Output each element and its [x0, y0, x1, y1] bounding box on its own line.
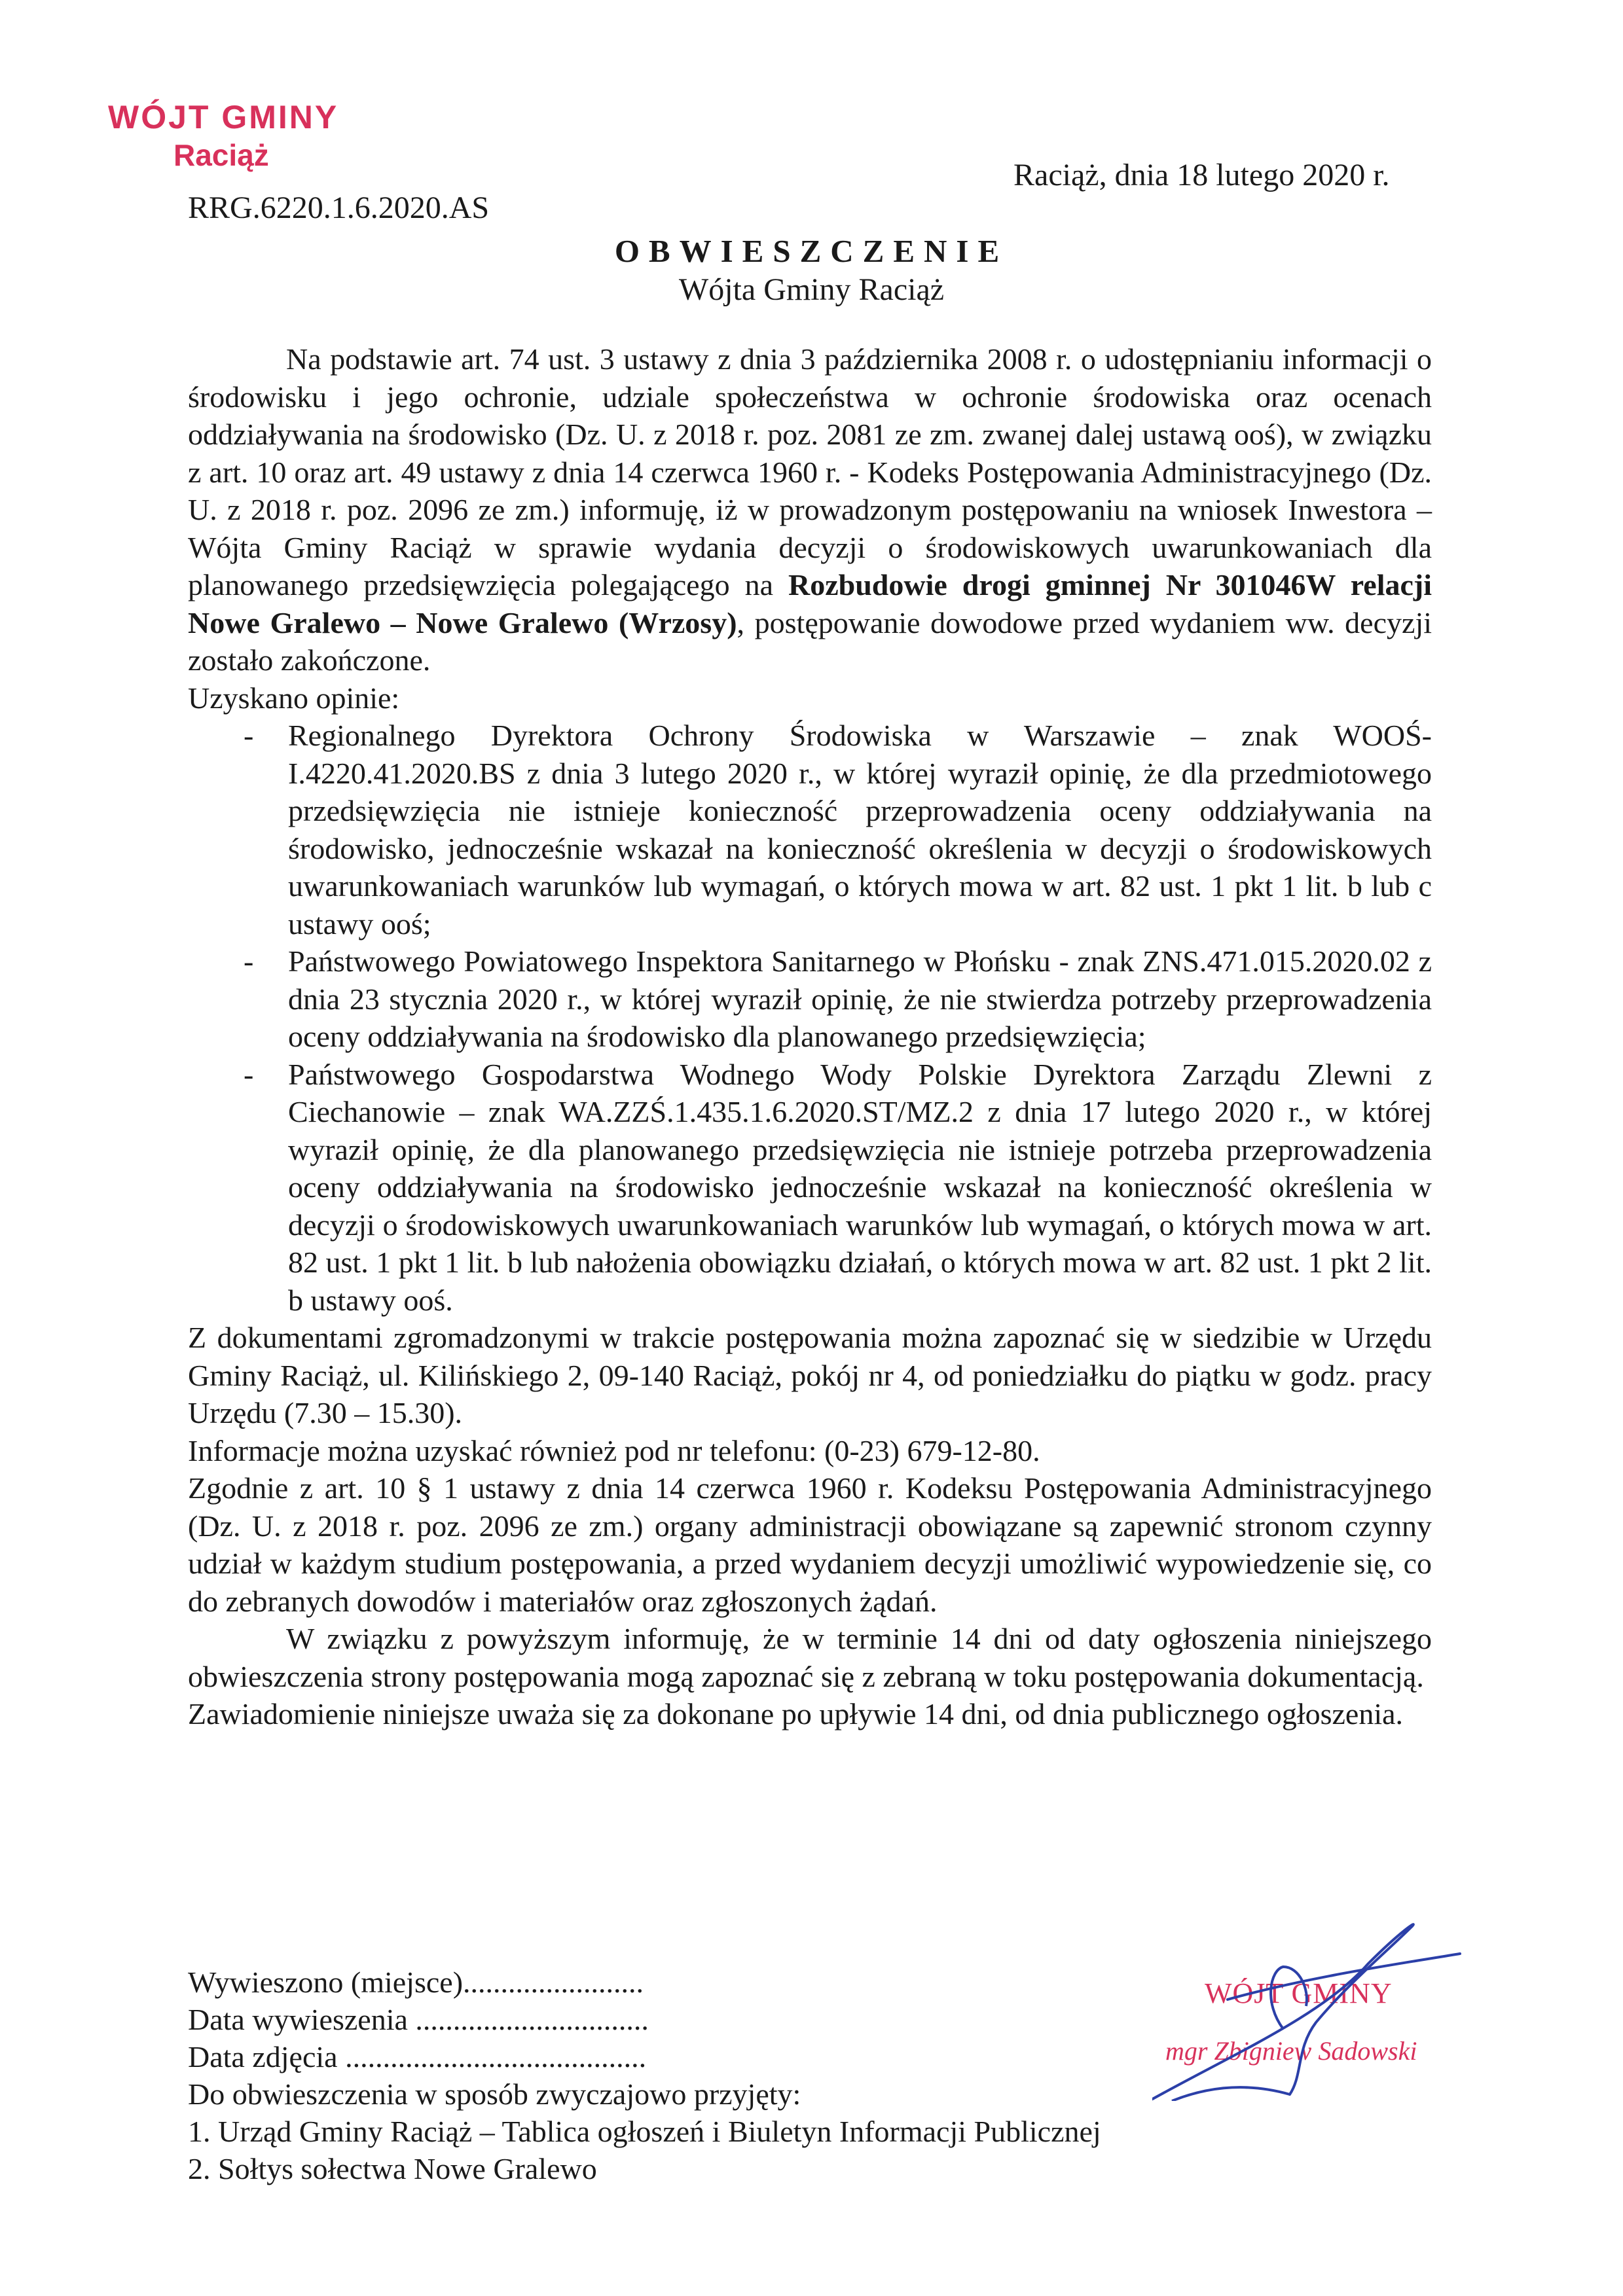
document-subtitle: Wójta Gminy Raciąż [678, 272, 945, 307]
opinion-text: Państwowego Powiatowego Inspektora Sanitarnego w Płońsku - znak ZNS.471.015.2020.02 z dnia 23 stycznia 2020 r., w której wyraził opinię, że nie stwierdza potrzeby przeprowadzenia oceny oddziaływania na środowisko dla planowanego przedsięwzięcia; [288, 944, 1432, 1053]
legal-paragraph: Zgodnie z art. 10 § 1 ustawy z dnia 14 czerwca 1960 r. Kodeksu Postępowania Administracyjnego (Dz. U. z 2018 r. poz. 2096 ze zm.) organy administracji obowiązane są zapewnić stronom czynny udział w każdym studium postępowania, a przed wydaniem decyzji umożliwić wypowiedzenie się, co do zebranych dowodów i materiałów oraz zgłoszonych żądań. [188, 1471, 1432, 1618]
stamp-place: Raciąż [173, 138, 269, 172]
removed-date-field: Data zdjęcia ........................................ [188, 2040, 647, 2073]
distribution-item: 1. Urząd Gminy Raciąż – Tablica ogłoszeń i Biuletyn Informacji Publicznej [188, 2115, 1101, 2148]
document-title: OBWIESZCZENIE [614, 233, 1009, 269]
posting-footer [188, 1964, 1101, 2187]
document-body [188, 340, 1432, 1733]
opinions-list [188, 717, 1432, 1319]
posted-place-field: Wywieszono (miejsce)........................ [188, 1965, 644, 1999]
intro-text-end: , postępowanie dowodowe przed wydaniem ww. decyzji zostało zakończone. [188, 605, 1432, 677]
handwritten-signature-icon [1152, 1892, 1493, 2101]
signature-stamp-name: mgr Zbigniew Sadowski [1165, 2036, 1417, 2066]
bullet-dash: - [244, 719, 254, 752]
opinions-heading: Uzyskano opinie: [188, 681, 400, 715]
opinion-item [188, 717, 1432, 942]
bullet-dash: - [244, 1057, 254, 1091]
project-name: Rozbudowie drogi gminnej Nr 301046W relacji Nowe Gralewo – Nowe Gralewo (Wrzosy) [188, 568, 1432, 639]
phone-paragraph: Informacje można uzyskać również pod nr telefonu: (0-23) 679-12-80. [188, 1433, 1040, 1467]
signature-stamp-title: WÓJT GMINY [1205, 1977, 1393, 2009]
intro-paragraph [188, 340, 1432, 679]
bullet-dash: - [244, 944, 254, 978]
documents-paragraph: Z dokumentami zgromadzonymi w trakcie postępowania można zapoznać się w siedzibie w Urzędu Gminy Raciąż, ul. Kilińskiego 2, 09-140 Raciąż, pokój nr 4, od poniedziałku do piątku w godz. pracy Urzędu (7.30 – 15.30). [188, 1321, 1432, 1429]
posted-date-field: Data wywieszenia ............................... [188, 2003, 649, 2036]
signature-block [1152, 1892, 1493, 2101]
distribution-heading: Do obwieszczenia w sposób zwyczajowo przyjęty: [188, 2077, 801, 2111]
opinion-item [188, 1056, 1432, 1319]
opinion-item [188, 942, 1432, 1056]
reference-number: RRG.6220.1.6.2020.AS [188, 190, 490, 225]
opinion-text: Państwowego Gospodarstwa Wodnego Wody Polskie Dyrektora Zarządu Zlewni z Ciechanowie – znak WA.ZZŚ.1.435.1.6.2020.ST/MZ.2 z dnia 17 lutego 2020 r., w której wyraził opinię, że dla planowanego przedsięwzięcia nie istnieje potrzeba przeprowadzenia oceny oddziaływania na środowisko jednocześnie wskazał na konieczność określenia w decyzji o środowiskowych uwarunkowaniach warunków lub wymagań, o których mowa w art. 82 ust. 1 pkt 1 lit. b lub nałożenia obowiązku działań, o których mowa w art. 82 ust. 1 pkt 2 lit. b ustawy ooś. [288, 1057, 1432, 1317]
notice-paragraph: Zawiadomienie niniejsze uważa się za dokonane po upływie 14 dni, od dnia publicznego ogłoszenia. [188, 1697, 1404, 1731]
intro-text: Na podstawie art. 74 ust. 3 ustawy z dnia 3 października 2008 r. o udostępnianiu informacji o środowisku i jego ochronie, udziale społeczeństwa w ochronie środowiska oraz ocenach oddziaływania na środowisko (Dz. U. z 2018 r. poz. 2081 ze zm. zwanej dalej ustawą ooś), w związku z art. 10 oraz art. 49 ustawy z dnia 14 czerwca 1960 r. - Kodeks Postępowania Administracyjnego (Dz. U. z 2018 r. poz. 2096 ze zm.) informuję, iż w prowadzonym postępowaniu na wniosek Inwestora – Wójta Gminy Raciąż w sprawie wydania decyzji o środowiskowych uwarunkowaniach dla planowanego przedsięwzięcia polegającego na [188, 342, 1432, 601]
distribution-item: 2. Sołtys sołectwa Nowe Gralewo [188, 2152, 597, 2185]
document-date: Raciąż, dnia 18 lutego 2020 r. [1013, 158, 1390, 192]
header-stamp [108, 98, 338, 173]
deadline-paragraph: W związku z powyższym informuję, że w terminie 14 dni od daty ogłoszenia niniejszego obwieszczenia strony postępowania mogą zapoznać się z zebraną w toku postępowania dokumentacją. [188, 1622, 1432, 1693]
stamp-title: WÓJT GMINY [108, 99, 339, 135]
opinion-text: Regionalnego Dyrektora Ochrony Środowiska w Warszawie – znak WOOŚ-I.4220.41.2020.BS z dnia 3 lutego 2020 r., w której wyraził opinię, że dla przedmiotowego przedsięwzięcia nie istnieje konieczność przeprowadzenia oceny oddziaływania na środowisko, jednocześnie wskazał na konieczność określenia w decyzji o środowiskowych uwarunkowaniach warunków lub wymagań, o których mowa w art. 82 ust. 1 pkt 1 lit. b lub c ustawy ooś; [288, 719, 1432, 941]
